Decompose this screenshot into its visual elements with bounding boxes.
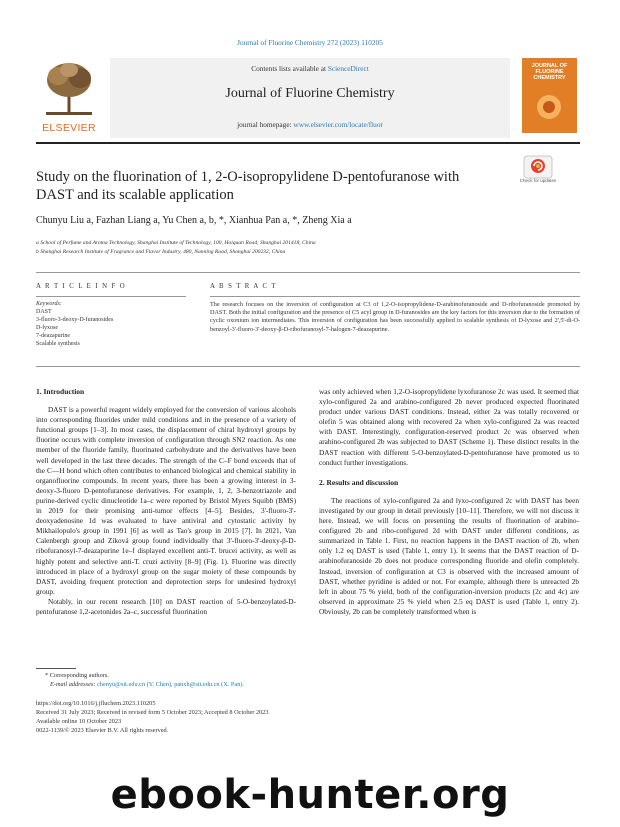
results-heading: 2. Results and discussion	[319, 477, 399, 487]
homepage-link[interactable]: www.elsevier.com/locate/fluor	[293, 120, 383, 129]
info-divider	[36, 296, 186, 297]
keyword: D-lyxose	[36, 324, 58, 331]
intro-paragraph-2: Notably, in our recent research [10] on DAST reaction of 5-O-benzoylated-D-pentofuranose 1,2-acetonides 2a–c, successful fluorination	[36, 596, 296, 616]
email-line: E-mail addresses: chenyu@sit.edu.cn (Y. Chen), panxh@sit.edu.cn (X. Pan).	[50, 681, 245, 688]
homepage-line: journal homepage: www.elsevier.com/locate/fluor	[237, 120, 383, 129]
journal-cover-thumbnail	[522, 58, 577, 133]
doi-link[interactable]: https://doi.org/10.1016/j.jfluchem.2023.110205	[36, 700, 156, 707]
contents-line: Contents lists available at ScienceDirect	[251, 64, 369, 73]
info-rule	[36, 272, 580, 273]
right-paragraph-1: was only achieved when 1,2-O-isopropylidene lyxofuranose 2c was used. It seemed that xylo-configured 2a and arabino-configured 2b never produced expected fluorinated product under various DAST conditions. Instead, either 2a was totally recovered or olefin 5 was obtained along with recovered 2a when xylo-configured 2a was reacted with DAST. Interestingly, configuration-reserved product 2c was observed when arabino-configured 2b was subjected to DAST (Scheme 1). These distinct results in the DAST reaction with different 5-O-benzoylated-D-pentofuranose have promoted us to conduct further investigations.	[319, 387, 579, 467]
keyword: 3-fluoro-3-deoxy-D-furanosides	[36, 316, 114, 323]
right-paragraph-2: The reactions of xylo-configured 2a and lyxo-configured 2c with DAST has been investigated by our group in detail previously [10–11]. Therefore, we will not discuss it here. Instead, we will focus on presenting the results of fluorination of arabino-configured 2b and ribo-configured 2d with DAST under different conditions, as summarized in Table 1. First, no reaction happens in the DAST reaction of 2b, when only 1.2 eq DAST is used (Table 1, entry 1). It seems that the DAST reaction of D-arabinofuranoside 2b does not produce corresponding fluoride and olefin completely. Instead, inversion of configuration at C3 is observed with the increased amount of DAST, whether pyridine is added or not. For example, although there is unreacted 2b left in about 75 % yield, both of the configuration-inversion products (2c and 4c) are observed in approximate 25 % yield when 2.5 eq DAST is used (Table 1, entry 2). Obviously, 2b can be completely transformed when is	[319, 495, 579, 616]
keywords-label: Keywords:	[36, 301, 62, 307]
abstract-rule	[36, 366, 580, 367]
abstract-text: The research focuses on the inversion of configuration at C3 of 1,2-O-isopropylidene-D-arabinofuranoside and D-ribofuranoside promoted by DAST. Both the initial configuration and the presence of C5 acyl group in D-furanosides are the key factors for this inversion due to the formation of cyclic oxonium ion intermediates. This inversion of configuration has been successfully applied to scalable synthesis of D-lyxose and 2',5'-di-O-benzoyl-3'-fluoro-3'-deoxy-β-D-ribofuranosyl-7-halogen-7-deazapurine.	[210, 301, 580, 333]
introduction-heading: 1. Introduction	[36, 387, 85, 396]
keywords-block	[36, 301, 186, 348]
keyword: 7-deazapurine	[36, 332, 70, 339]
keyword: Scalable synthesis	[36, 340, 80, 347]
abstract-heading: A B S T R A C T	[210, 283, 277, 290]
sciencedirect-link[interactable]: ScienceDirect	[327, 64, 369, 73]
elsevier-wordmark: ELSEVIER	[42, 122, 96, 134]
article-info-heading: A R T I C L E I N F O	[36, 283, 127, 290]
journal-title: Journal of Fluorine Chemistry	[225, 86, 395, 101]
cover-title: JOURNAL OF FLUORINE CHEMISTRY	[531, 63, 568, 81]
left-column	[36, 387, 296, 617]
article-title: Study on the fluorination of 1, 2-O-isopropylidene D-pentofuranose with DAST and its scalable application	[36, 169, 460, 203]
check-for-updates-label: Check for updates	[519, 178, 557, 183]
affiliation-a: a School of Perfume and Aroma Technology, Shanghai Institute of Technology, 100, Haiquan Road, Shanghai 201418, China	[36, 240, 316, 246]
cover-art	[522, 81, 577, 126]
corresponding-note: * Corresponding authors.	[45, 672, 109, 679]
abstract-divider	[210, 296, 580, 297]
author-list: Chunyu Liu a, Fazhan Liang a, Yu Chen a, b, *, Xianhua Pan a, *, Zheng Xia a	[36, 215, 352, 226]
keyword: DAST	[36, 308, 52, 315]
available-online: Available online 10 October 2023	[36, 718, 122, 725]
header-rule	[36, 142, 580, 144]
journal-reference[interactable]: Journal of Fluorine Chemistry 272 (2023) 110205	[237, 38, 383, 47]
received-dates: Received 31 July 2023; Received in revised form 5 October 2023; Accepted 8 October 2023	[36, 709, 269, 716]
affiliation-b: b Shanghai Research Institute of Fragrance and Flavor Industry, 480, Nanning Road, Shanghai 200232, China	[36, 249, 286, 255]
right-column	[319, 387, 579, 617]
copyright: 0022-1139/© 2023 Elsevier B.V. All rights reserved.	[36, 727, 169, 734]
watermark: ebook-hunter.org	[110, 772, 510, 818]
intro-paragraph-1: DAST is a powerful reagent widely employed for the conversion of various alcohols into corresponding fluorides under mild conditions and in the presence of a variety of functional groups [1–3]. In most cases, the displacement of chiral hydroxyl groups by fluorine occurs with complete inversion of configuration through SN2 reaction. As one member of the fluoride family, fluorinated carbohydrate and the derivatives have been well developed in the last three decades. The strength of the C–F bond exceeds that of the C—H bond which often contributes to enhanced biological and chemical stability in organofluorine compounds. In recent years, there has been a growing interest in 3-deoxy-3-fluoro D-pentofuranose derivatives. For example, 1, 2, 3-benzotriazole and purine-derived cyclic dinucleotide 1a–c were reported by Bristol Myers Squibb (BMS) in 2019 for their promising anti-tumor effects [4–5]. Besides, 3'-fluoro-3'-deoxyadenosine 1d was evaluated to have antiviral and cytostatic activity by Mikhailopulo's group in 1991 [6] as well as Tao's group in 2015 [7]. In 2021, Van Calenbergh group and Zíková group found individually that 3'-fluoro-3'-deoxy-β-D-ribofuranosyl-7-deazapurine 1e–f displayed excellent anti-T. brucei activity, as well as highly potent and selective anti-T. cruzi activity [8–9] (Fig. 1). Fluorine was directly introduced in place of a hydroxyl group on the sugar moiety of these compounds by DAST, avoiding frequent protection and deprotection steps for undesired hydroxyl group.	[36, 405, 296, 596]
email-links[interactable]: chenyu@sit.edu.cn (Y. Chen), panxh@sit.edu.cn (X. Pan).	[97, 681, 245, 688]
footnote-rule	[36, 668, 76, 669]
